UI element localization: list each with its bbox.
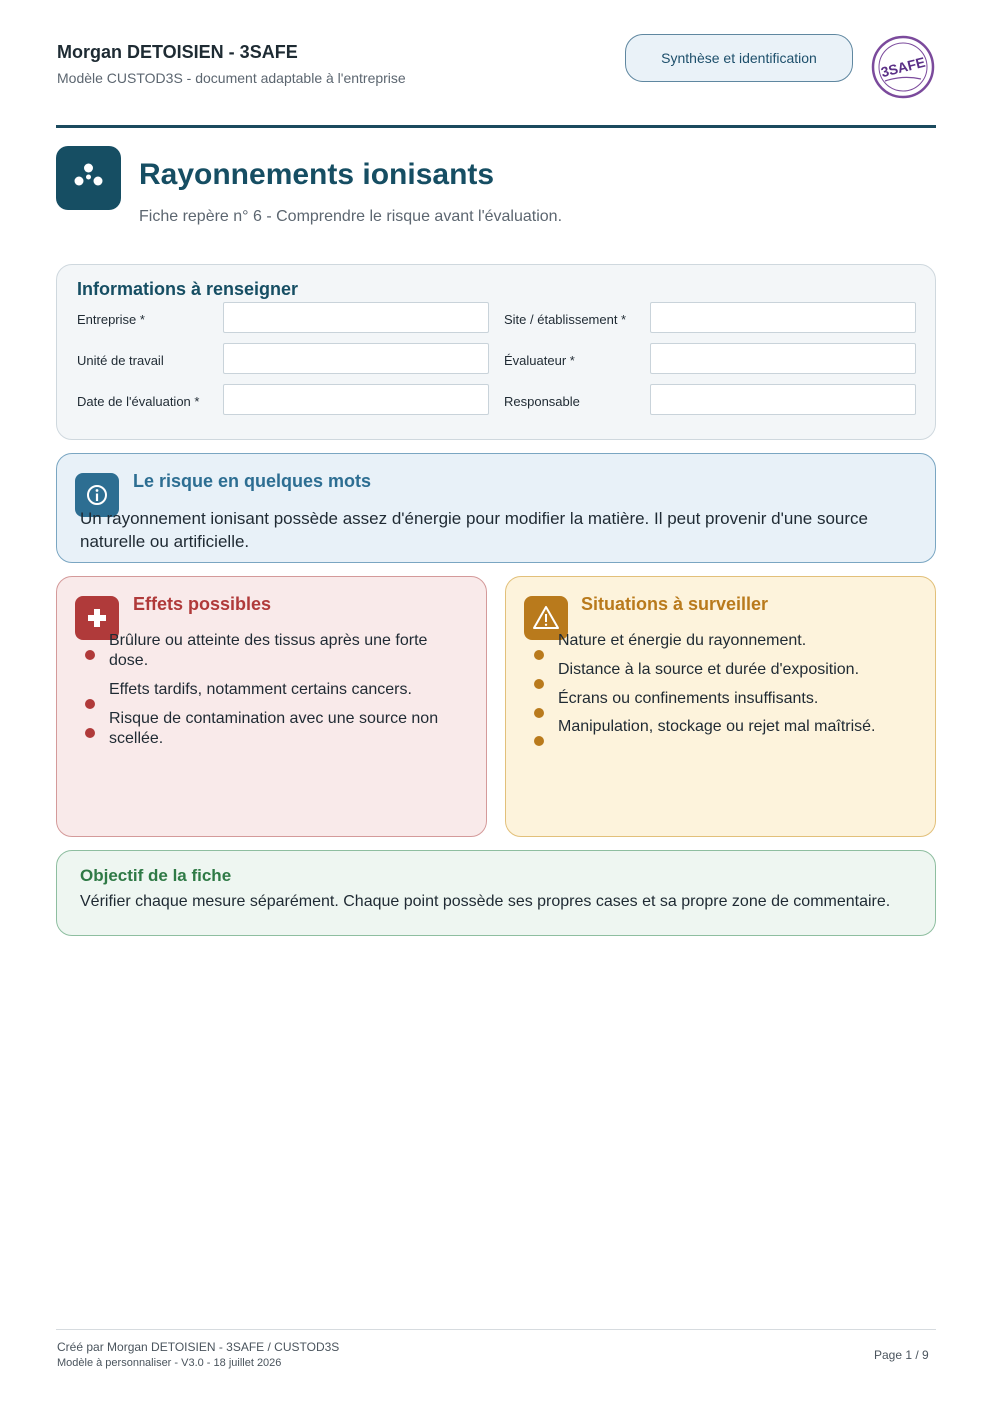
- author-title: Morgan DETOISIEN - 3SAFE: [57, 42, 298, 62]
- site-field[interactable]: [650, 302, 916, 333]
- effect-item: Risque de contamination avec une source non scellée.: [109, 710, 439, 747]
- unite-field[interactable]: [223, 343, 489, 374]
- situations-panel: [505, 576, 936, 837]
- bullet-dot: [534, 679, 544, 689]
- field-label-responsable: Responsable: [504, 394, 580, 409]
- effect-item: Effets tardifs, notamment certains cancers.: [109, 681, 412, 698]
- situation-item: Écrans ou confinements insuffisants.: [558, 690, 819, 707]
- goal-panel: [56, 850, 936, 936]
- section-pill: [625, 34, 853, 82]
- effects-title: Effets possibles: [133, 594, 272, 614]
- company-stamp-logo: [869, 35, 937, 99]
- bullet-dot: [85, 728, 95, 738]
- field-label-site: Site / établissement *: [504, 312, 627, 327]
- bullet-dot: [534, 708, 544, 718]
- effect-item: Brûlure ou atteinte des tissus après une forte dose.: [109, 632, 428, 669]
- page-subtitle: Fiche repère n° 6 - Comprendre le risque avant l'évaluation.: [139, 208, 563, 225]
- info-form-panel: [56, 264, 936, 440]
- situations-title: Situations à surveiller: [581, 594, 769, 614]
- bullet-dot: [534, 736, 544, 746]
- risk-summary-panel: [56, 453, 936, 563]
- field-label-entreprise: Entreprise *: [77, 312, 145, 327]
- entreprise-field[interactable]: [223, 302, 489, 333]
- header-subtitle: Modèle CUSTOD3S - document adaptable à l'entreprise: [57, 70, 406, 86]
- risk-summary-title: Le risque en quelques mots: [133, 471, 372, 491]
- responsable-field[interactable]: [650, 384, 916, 415]
- page-number: Page 1 / 9: [874, 1348, 929, 1362]
- effects-panel: [56, 576, 487, 837]
- footer-version: Modèle à personnaliser - V3.0 - 18 juillet 2026: [57, 1357, 282, 1369]
- header-divider: [56, 125, 936, 128]
- page-title: Rayonnements ionisants: [139, 158, 495, 191]
- svg-text:3SAFE: 3SAFE: [879, 53, 927, 81]
- field-label-date: Date de l'évaluation *: [77, 394, 200, 409]
- field-label-evaluateur: Évaluateur *: [504, 353, 575, 368]
- radiation-icon: [56, 146, 121, 210]
- goal-text: Vérifier chaque mesure séparément. Chaque point possède ses propres cases et sa propre zone de commentaire.: [80, 893, 891, 910]
- field-label-unite: Unité de travail: [77, 353, 164, 368]
- situation-item: Manipulation, stockage ou rejet mal maîtrisé.: [558, 718, 876, 735]
- info-form-title: Informations à renseigner: [77, 279, 299, 299]
- section-pill-label: Synthèse et identification: [661, 50, 817, 66]
- bullet-dot: [534, 650, 544, 660]
- evaluateur-field[interactable]: [650, 343, 916, 374]
- footer-divider: [56, 1329, 936, 1330]
- goal-title: Objectif de la fiche: [80, 866, 232, 885]
- risk-summary-text: Un rayonnement ionisant possède assez d'énergie pour modifier la matière. Il peut provenir d'une source naturelle ou artificielle.: [80, 509, 868, 551]
- bullet-dot: [85, 699, 95, 709]
- bullet-dot: [85, 650, 95, 660]
- situation-item: Nature et énergie du rayonnement.: [558, 632, 807, 649]
- footer-credit: Créé par Morgan DETOISIEN - 3SAFE / CUSTOD3S: [57, 1340, 340, 1354]
- date-field[interactable]: [223, 384, 489, 415]
- situation-item: Distance à la source et durée d'exposition.: [558, 661, 860, 678]
